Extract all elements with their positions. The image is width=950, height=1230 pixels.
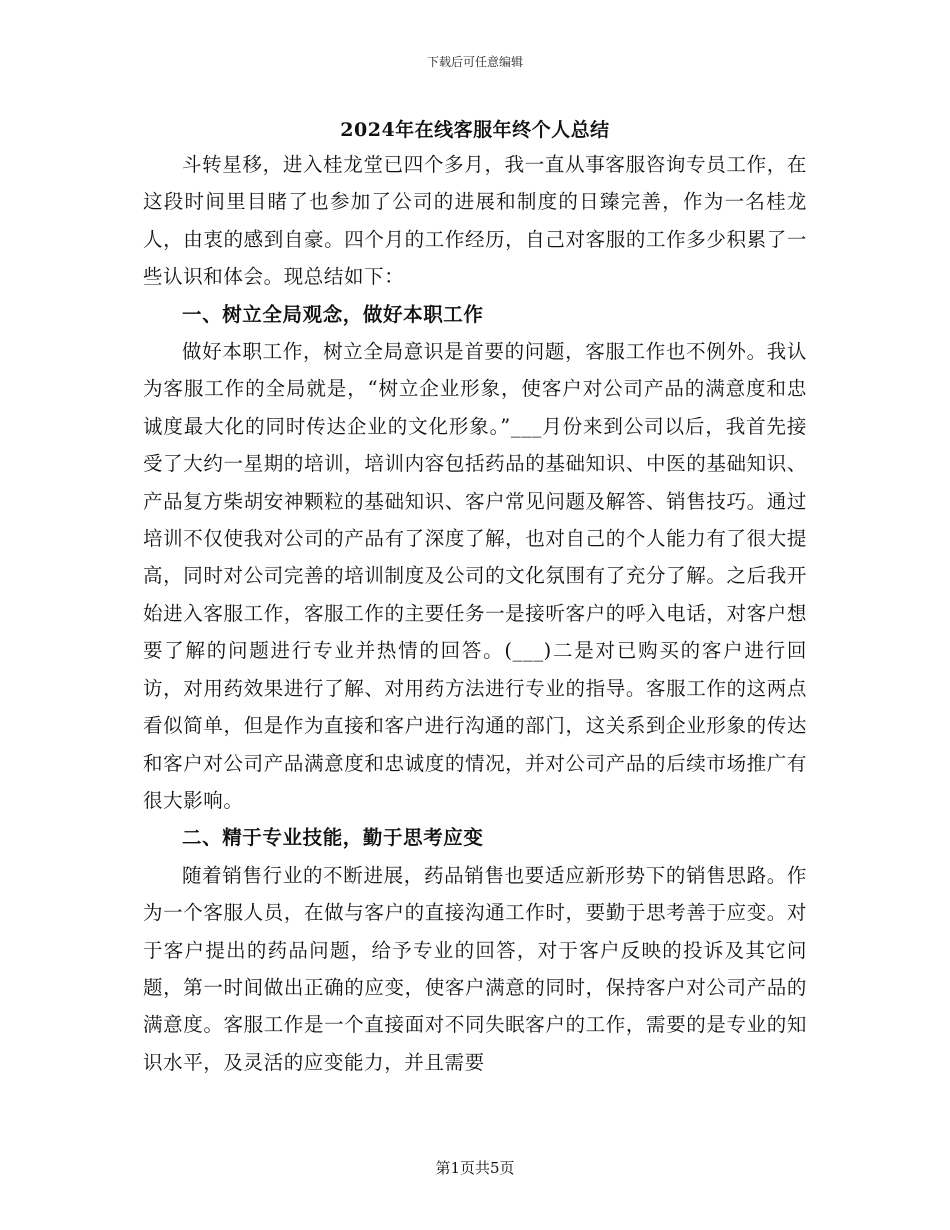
document-body	[143, 146, 807, 1081]
section-2-heading: 二、精于专业技能，勤于思考应变	[182, 826, 484, 850]
section-1-paragraph: 做好本职工作，树立全局意识是首要的问题，客服工作也不例外。我认为客服工作的全局就是，“树立企业形象，使客户对公司产品的满意度和忠诚度最大化的同时传达企业的文化形象。”___月份来到公司以后，我首先接受了大约一星期的培训，培训内容包括药品的基础知识、中医的基础知识、产品复方柴胡安神颗粒的基础知识、客户常见问题及解答、销售技巧。通过培训不仅使我对公司的产品有了深度了解，也对自己的个人能力有了很大提高，同时对公司完善的培训制度及公司的文化氛围有了充分了解。之后我开始进入客服工作，客服工作的主要任务一是接听客户的呼入电话，对客户想要了解的问题进行专业并热情的回答。(___)二是对已购买的客户进行回访，对用药效果进行了解、对用药方法进行专业的指导。客服工作的这两点看似简单，但是作为直接和客户进行沟通的部门，这关系到企业形象的传达和客户对公司产品满意度和忠诚度的情况，并对公司产品的后续市场推广有很大影响。	[143, 340, 807, 812]
intro-paragraph: 斗转星移，进入桂龙堂已四个多月，我一直从事客服咨询专员工作，在这段时间里目睹了也参加了公司的进展和制度的日臻完善，作为一名桂龙人，由衷的感到自豪。四个月的工作经历，自己对客服的工作多少积累了一些认识和体会。现总结如下：	[143, 153, 807, 289]
section-1-heading: 一、树立全局观念，做好本职工作	[182, 302, 484, 326]
document-title: 2024年在线客服年终个人总结	[340, 119, 610, 141]
page-header-note: 下载后可任意编辑	[426, 55, 523, 69]
section-2-paragraph: 随着销售行业的不断进展，药品销售也要适应新形势下的销售思路。作为一个客服人员，在做与客户的直接沟通工作时，要勤于思考善于应变。对于客户提出的药品问题，给予专业的回答，对于客户反映的投诉及其它问题，第一时间做出正确的应变，使客户满意的同时，保持客户对公司产品的满意度。客服工作是一个直接面对不同失眠客户的工作，需要的是专业的知识水平，及灵活的应变能力，并且需要	[143, 863, 807, 1074]
page-number: 第1页共5页	[435, 1159, 515, 1177]
